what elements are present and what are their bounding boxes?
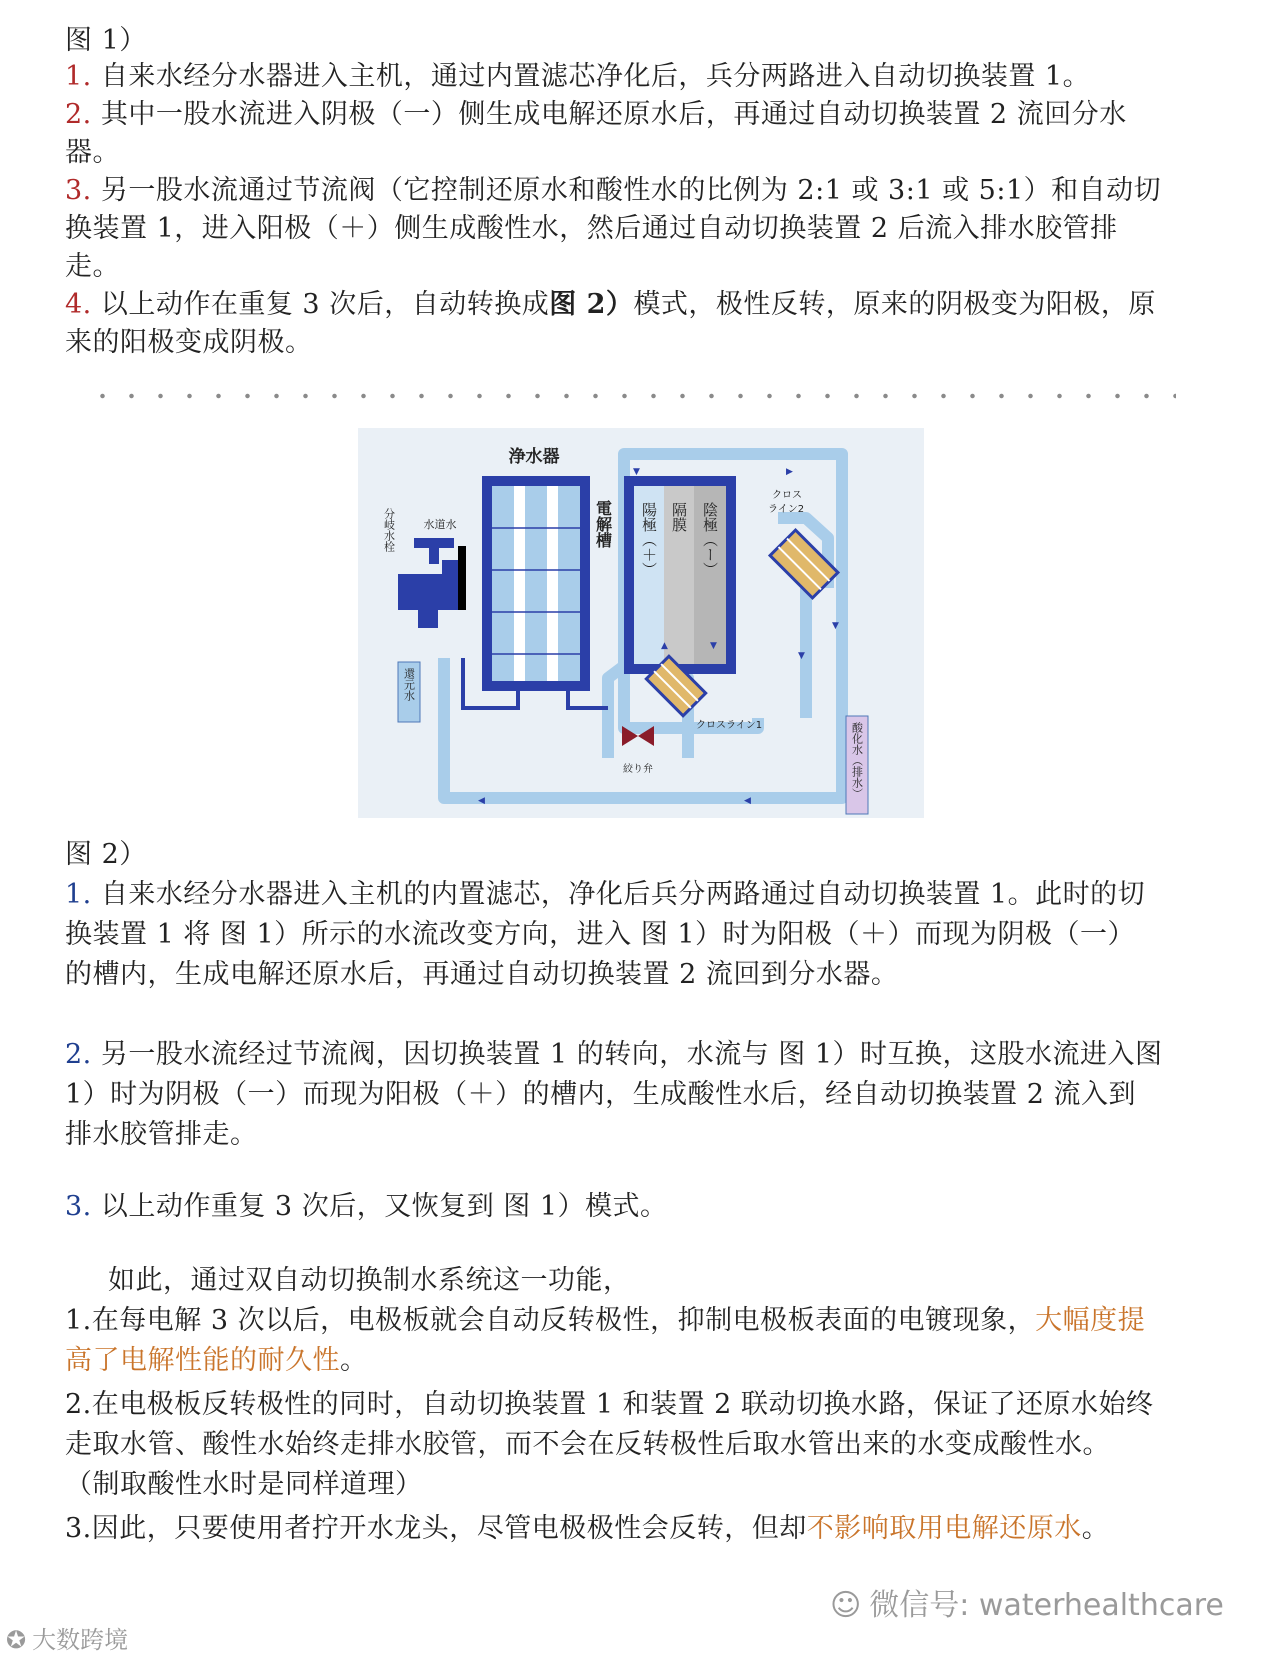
label-purifier: 浄水器: [508, 447, 560, 467]
fig2-step2-cont: 排水胶管排走。: [65, 1119, 258, 1150]
fig1-step3-cont: 走。: [65, 251, 120, 282]
source-logo-icon: ✪: [6, 1626, 27, 1654]
label-throttle: 絞り弁: [623, 764, 653, 775]
svg-text:◀: ◀: [478, 796, 485, 806]
label-cross-line1: クロスライン1: [696, 720, 763, 731]
step-number: 2.: [65, 1039, 92, 1070]
svg-text:▲: ▲: [661, 641, 668, 651]
source-watermark: [6, 1620, 128, 1655]
highlight-text: 大幅度提: [1035, 1305, 1146, 1336]
step-number: 1.: [65, 879, 92, 910]
wechat-watermark: [830, 1580, 1224, 1624]
fig1-step2-cont: 器。: [65, 137, 120, 168]
svg-text:▼: ▼: [798, 651, 805, 661]
label-cathode: 陰極（ー）: [701, 502, 719, 577]
fig2-step1-cont: 换装置 1 将 图 1）所示的水流改变方向，进入 图 1）时为阳极（＋）而现为阴极（一）: [65, 919, 1136, 950]
svg-text:▼: ▼: [633, 467, 640, 477]
step-number: 3.: [65, 1191, 92, 1222]
step-text: 另一股水流经过节流阀，因切换装置 1 的转向，水流与 图 1）时互换，这股水流进入图: [91, 1039, 1163, 1070]
label-acid-water: 酸化水（排水）: [850, 722, 864, 799]
step-text: 自来水经分水器进入主机的内置滤芯，净化后兵分两路通过自动切换装置 1。此时的切: [91, 879, 1146, 910]
dotted-divider: [88, 393, 1176, 399]
step-text: 以上动作在重复 3 次后，自动转换成: [91, 289, 550, 320]
highlight-text: 不影响取用电解还原水: [806, 1513, 1082, 1544]
step-text: 以上动作重复 3 次后，又恢复到 图 1）模式。: [91, 1191, 668, 1222]
label-branch-valve: 分岐水栓: [382, 508, 396, 552]
point-text: 3.因此，只要使用者拧开水龙头，尽管电极极性会反转，但却: [65, 1513, 807, 1544]
highlight-text: 高了电解性能的耐久性: [65, 1345, 340, 1376]
wechat-id: 微信号: waterhealthcare: [869, 1588, 1224, 1623]
svg-text:◀: ◀: [744, 796, 751, 806]
label-anode: 陽極（＋）: [640, 502, 658, 577]
label-cross-line2: クロス: [772, 490, 802, 501]
fig2-step2: [65, 1036, 1163, 1074]
label-reduced-water: 還元水: [402, 668, 416, 701]
figure-reference: 图 2）: [549, 289, 634, 320]
fig2-heading: 图 2）: [65, 839, 147, 870]
fig1-step3: [65, 172, 1161, 210]
fig2-step1: [65, 876, 1145, 914]
summary-point2: 2.在电极板反转极性的同时，自动切换装置 1 和装置 2 联动切换水路，保证了还原水始终: [65, 1389, 1154, 1420]
step-number: 4.: [65, 289, 92, 320]
label-membrane: 隔膜: [670, 502, 688, 532]
fig2-step1-cont: 的槽内，生成电解还原水后，再通过自动切换装置 2 流回到分水器。: [65, 959, 899, 990]
fig1-step4-cont: 来的阳极变成阴极。: [65, 327, 313, 358]
wechat-icon: ☺: [830, 1588, 862, 1623]
label-cross-line2-b: ライン2: [768, 504, 805, 515]
point-text: 1.在每电解 3 次以后，电极板就会自动反转极性，抑制电极板表面的电镀现象，: [65, 1305, 1036, 1336]
summary-point2-cont: 走取水管、酸性水始终走排水胶管，而不会在反转极性后取水管出来的水变成酸性水。: [65, 1429, 1110, 1460]
svg-text:▼: ▼: [832, 621, 839, 631]
label-tap-water: 水道水: [423, 518, 457, 531]
fig1-step1: [65, 58, 1090, 96]
source-name: 大数跨境: [32, 1626, 129, 1654]
fig1-step3-cont: 换装置 1，进入阳极（＋）侧生成酸性水，然后通过自动切换装置 2 后流入排水胶管排: [65, 213, 1118, 244]
step-text: 其中一股水流进入阴极（一）侧生成电解还原水后，再通过自动切换装置 2 流回分水: [91, 99, 1127, 130]
step-number: 3.: [65, 175, 92, 206]
svg-text:▶: ▶: [786, 467, 793, 477]
fig2-step3: [65, 1188, 668, 1226]
label-cell: 電解槽: [593, 500, 613, 548]
svg-text:▼: ▼: [710, 641, 717, 651]
fig1-heading: 图 1）: [65, 25, 147, 56]
step-number: 1.: [65, 61, 92, 92]
fig1-step2: [65, 96, 1127, 134]
step-number: 2.: [65, 99, 92, 130]
step-text: 模式，极性反转，原来的阴极变为阳极，原: [633, 289, 1156, 320]
step-text: 另一股水流通过节流阀（它控制还原水和酸性水的比例为 2:1 或 3:1 或 5:1）和自动切: [91, 175, 1162, 206]
summary-point3: [65, 1510, 1109, 1548]
point-text: 。: [340, 1345, 368, 1376]
summary-point2-note: （制取酸性水时是同样道理）: [65, 1469, 423, 1500]
point-text: 。: [1081, 1513, 1110, 1544]
fig2-step2-cont: 1）时为阴极（一）而现为阳极（＋）的槽内，生成酸性水后，经自动切换装置 2 流入到: [65, 1079, 1137, 1110]
fig1-step4: [65, 286, 1156, 324]
electrolysis-diagram: [358, 428, 924, 818]
summary-point1: [65, 1302, 1145, 1340]
summary-intro: 如此，通过双自动切换制水系统这一功能，: [108, 1265, 631, 1296]
summary-point1-cont: [65, 1342, 368, 1380]
step-text: 自来水经分水器进入主机，通过内置滤芯净化后，兵分两路进入自动切换装置 1。: [91, 61, 1091, 92]
